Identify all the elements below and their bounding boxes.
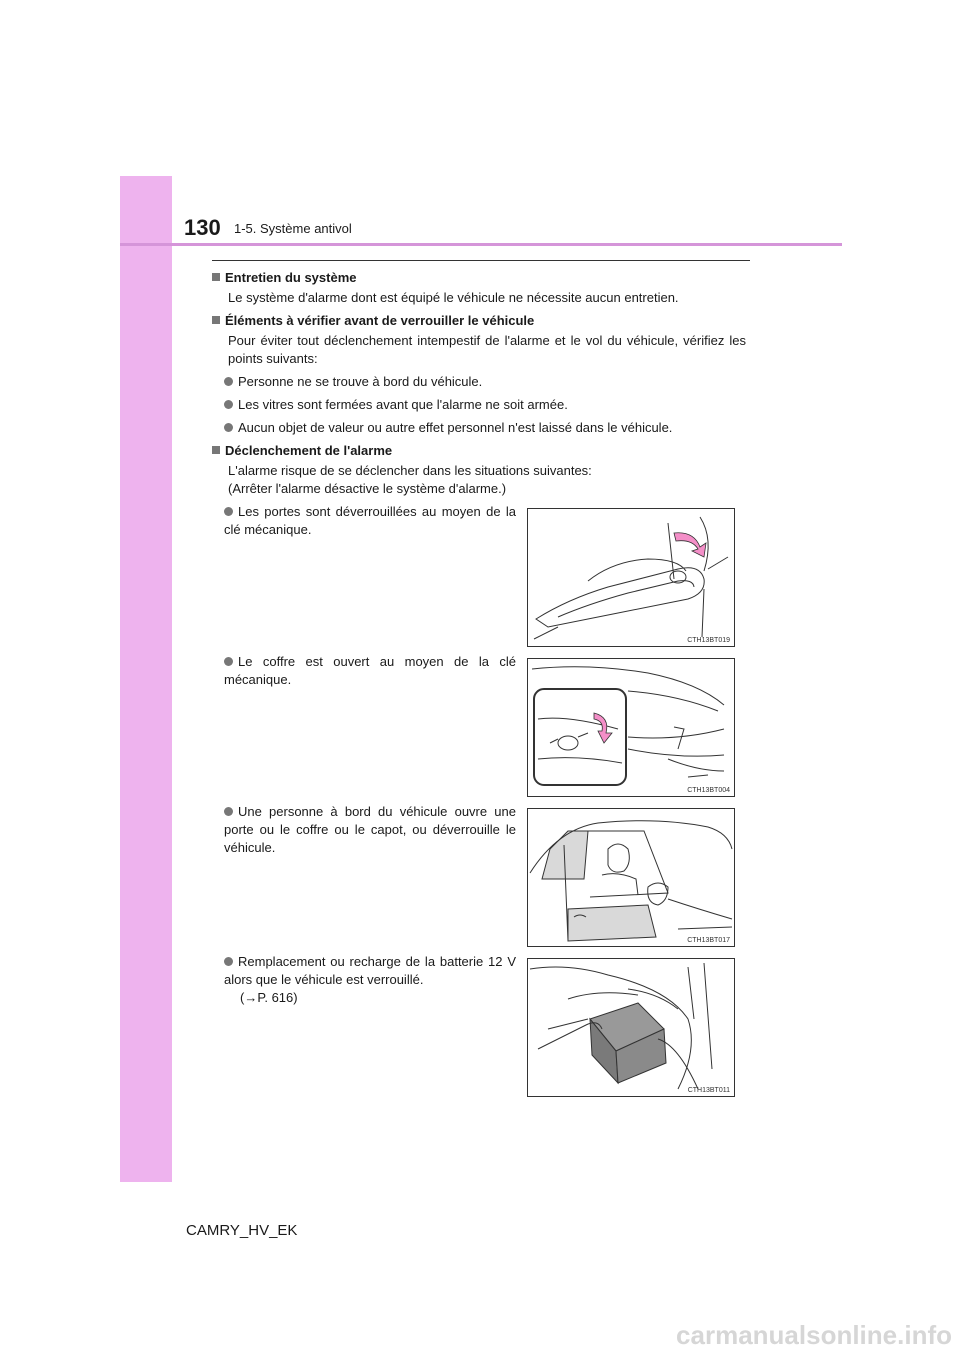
figure-code: CTH13BT004 — [687, 787, 730, 794]
list-item: Personne ne se trouve à bord du véhicule. — [224, 373, 482, 391]
figure-door-handle-key — [527, 508, 735, 647]
figure-trunk-key — [527, 658, 735, 797]
round-bullet-icon — [224, 400, 233, 409]
page-reference[interactable]: (→P. 616) — [240, 990, 298, 1005]
square-bullet-icon — [212, 273, 220, 281]
figure-code: CTH13BT019 — [687, 637, 730, 644]
content-rule — [212, 260, 750, 261]
paragraph-trigger-line1: L'alarme risque de se déclencher dans les situations suivantes: — [228, 463, 592, 478]
figure-occupant-door — [527, 808, 735, 947]
heading-trigger: Déclenchement de l'alarme — [212, 443, 392, 458]
square-bullet-icon — [212, 316, 220, 324]
section-title: 1-5. Système antivol — [234, 221, 352, 236]
figure-code: CTH13BT017 — [687, 937, 730, 944]
arrow-right-icon: → — [244, 990, 258, 1005]
round-bullet-icon — [224, 657, 233, 666]
page-number: 130 — [184, 215, 221, 240]
paragraph-checks: Pour éviter tout déclenchement intempestif de l'alarme et le vol du véhicule, vérifiez les points suivants: — [228, 333, 746, 366]
occupant-door-illustration — [528, 809, 734, 946]
watermark-text: carmanualsonline.info — [676, 1320, 952, 1350]
list-item-occupant-opens: Une personne à bord du véhicule ouvre une porte ou le coffre ou le capot, ou déverrouille le véhicule. — [224, 804, 516, 855]
page-reference-link[interactable]: P. 616 — [257, 990, 294, 1005]
paragraph-trigger-line2: (Arrêter l'alarme désactive le système d'alarme.) — [228, 481, 507, 496]
list-item: Les vitres sont fermées avant que l'alarme ne soit armée. — [224, 396, 568, 414]
list-item-trunk-key: Le coffre est ouvert au moyen de la clé mécanique. — [224, 654, 516, 687]
round-bullet-icon — [224, 507, 233, 516]
heading-maintenance: Entretien du système — [212, 270, 357, 285]
battery-replacement-illustration — [528, 959, 734, 1096]
list-item-battery: Remplacement ou recharge de la batterie 12 V alors que le véhicule est verrouillé. — [224, 954, 516, 987]
square-bullet-icon — [212, 446, 220, 454]
chapter-tab-bar — [120, 176, 172, 1182]
round-bullet-icon — [224, 957, 233, 966]
figure-code: CTH13BT011 — [687, 1087, 730, 1094]
watermark-logo — [636, 1314, 956, 1354]
trunk-lock-illustration — [528, 659, 734, 796]
list-item-door-key: Les portes sont déverrouillées au moyen de la clé mécanique. — [224, 504, 516, 537]
footer-model-code: CAMRY_HV_EK — [186, 1222, 298, 1239]
list-item: Aucun objet de valeur ou autre effet personnel n'est laissé dans le véhicule. — [224, 419, 672, 437]
heading-checks: Éléments à vérifier avant de verrouiller le véhicule — [212, 313, 534, 328]
round-bullet-icon — [224, 423, 233, 432]
header-rule — [120, 243, 842, 246]
figure-battery — [527, 958, 735, 1097]
round-bullet-icon — [224, 377, 233, 386]
door-handle-illustration — [528, 509, 734, 646]
paragraph-maintenance: Le système d'alarme dont est équipé le véhicule ne nécessite aucun entretien. — [228, 290, 679, 305]
round-bullet-icon — [224, 807, 233, 816]
